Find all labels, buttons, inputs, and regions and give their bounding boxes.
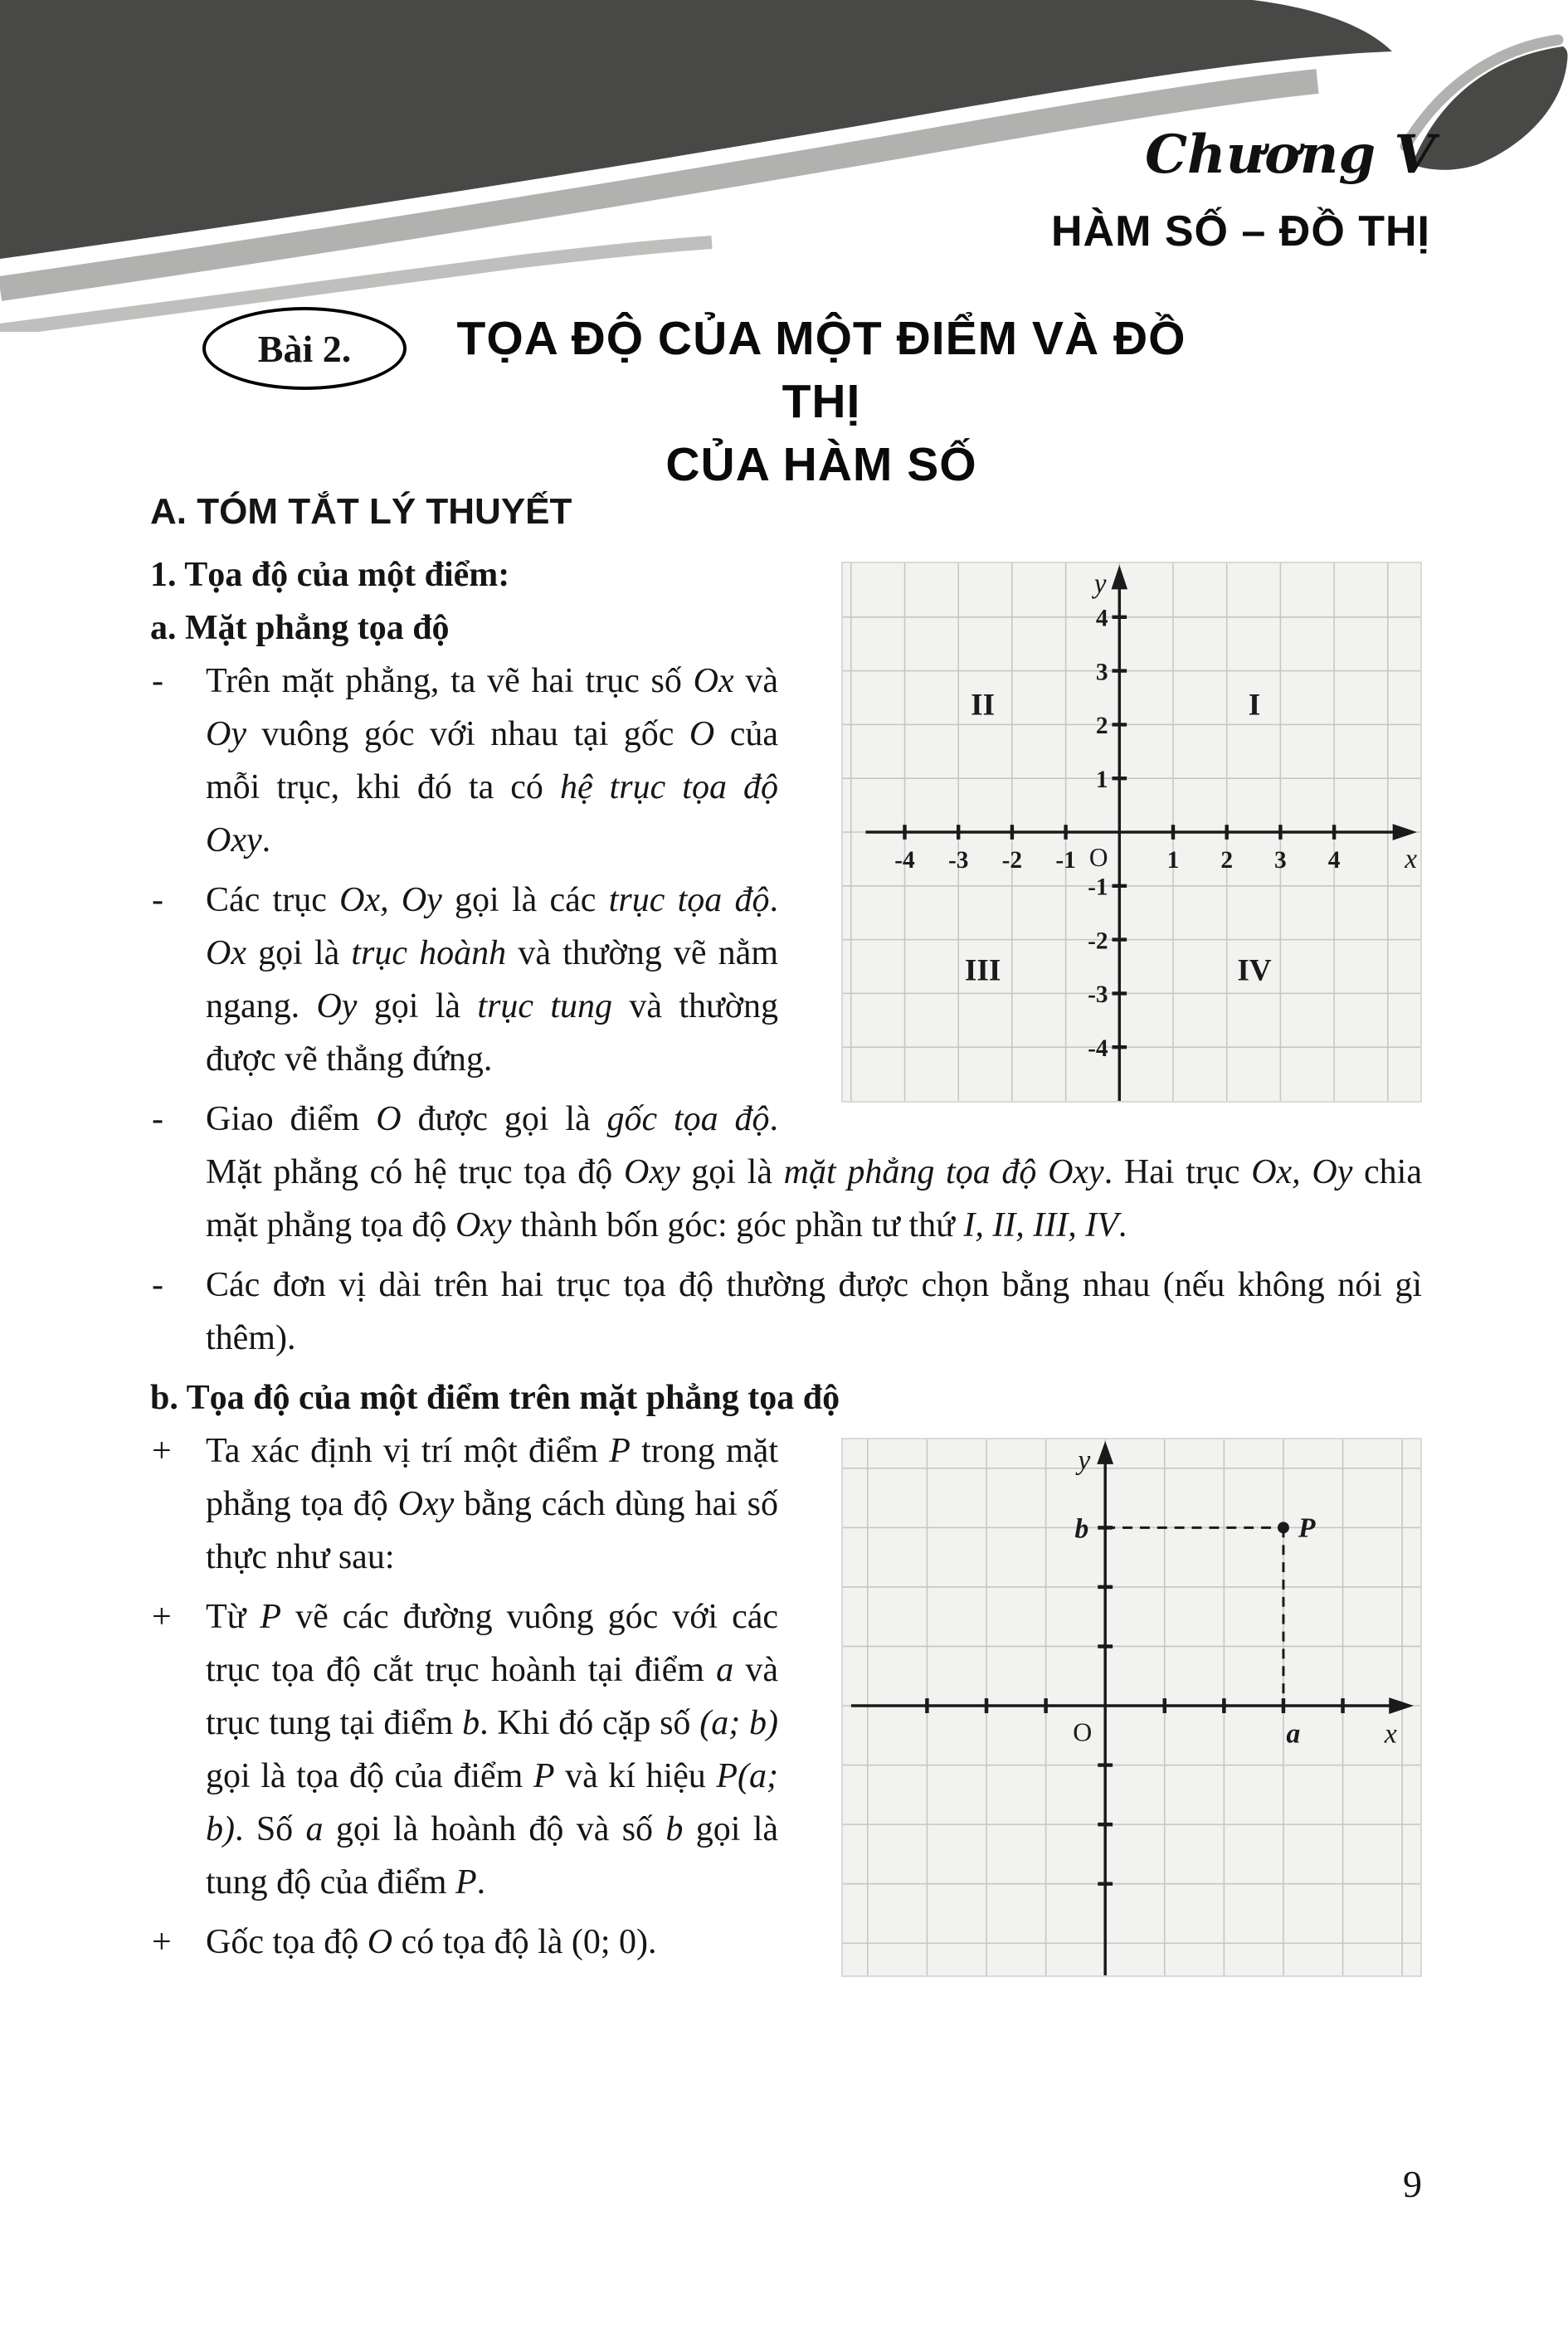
- fig2-point-p-label: P: [1298, 1512, 1316, 1544]
- chapter-title: HÀM SỐ – ĐỒ THỊ: [1050, 207, 1430, 256]
- fig1-xtick-3: 3: [1274, 847, 1287, 874]
- fig2-y-axis-label: y: [1078, 1444, 1091, 1476]
- fig1-ytick--3: -3: [1088, 981, 1108, 1009]
- list-item-marker: +: [152, 1598, 172, 1636]
- chapter-label: Chương V: [1145, 124, 1435, 186]
- fig1-quadrant-IV: IV: [1237, 953, 1272, 988]
- fig1-xtick--1: -1: [1055, 847, 1076, 874]
- lesson-title: [431, 307, 1211, 496]
- fig1-xtick--4: -4: [894, 847, 915, 874]
- subsection-heading-1b: b. Tọa độ của một điểm trên mặt phẳng tọa độ: [150, 1379, 840, 1417]
- fig1-ytick-2: 2: [1095, 713, 1108, 740]
- lesson-badge: Bài 2.: [202, 307, 407, 390]
- section-heading-summary: A. TÓM TẮT LÝ THUYẾT: [150, 491, 572, 532]
- fig1-xtick-4: 4: [1327, 847, 1341, 874]
- subsection-heading-1a: a. Mặt phẳng tọa độ: [150, 609, 450, 647]
- fig1-y-axis-label: y: [1093, 568, 1107, 600]
- list-item-marker: -: [152, 662, 163, 700]
- list-item-text: Ta xác định vị trí một điểm P trong mặt phẳng tọa độ Oxy bằng cách dùng hai số thực như sau:: [206, 1432, 778, 1576]
- list-item-point-3: [150, 1916, 1422, 1969]
- list-item-plane-1: [150, 655, 1422, 867]
- fig1-xtick--2: -2: [1001, 847, 1023, 874]
- body-text-flow: [150, 548, 1422, 2000]
- fig2-abscissa-label: a: [1286, 1718, 1301, 1750]
- lesson-title-line2: CỦA HÀM SỐ: [665, 438, 977, 491]
- list-item-text: Giao điểm O được gọi là gốc tọa độ. Mặt phẳng có hệ trục tọa độ Oxy gọi là mặt phẳng tọa độ Oxy. Hai trục Ox, Oy chia mặt phẳng tọa độ Oxy thành bốn góc: góc phần tư thứ I, II, III, IV.: [206, 1100, 1422, 1244]
- fig1-xtick-2: 2: [1220, 847, 1234, 874]
- list-item-marker: -: [152, 1266, 163, 1304]
- fig2-origin-label: O: [1073, 1717, 1093, 1747]
- subsection-heading-1: 1. Tọa độ của một điểm:: [150, 556, 510, 594]
- list-item-marker: -: [152, 881, 163, 919]
- fig2-ordinate-label: b: [1074, 1513, 1089, 1545]
- fig2-x-axis-label: x: [1384, 1718, 1397, 1750]
- list-item-marker: +: [152, 1432, 172, 1470]
- fig1-x-axis-label: x: [1405, 844, 1418, 875]
- list-item-text: Gốc tọa độ O có tọa độ là (0; 0).: [206, 1923, 657, 1961]
- list-item-text: Từ P vẽ các đường vuông góc với các trục tọa độ cắt trục hoành tại điểm a và trục tung tại điểm b. Khi đó cặp số (a; b) gọi là tọa độ của điểm P và kí hiệu P(a; b). Số a gọi là hoành độ và số b gọi là tung độ của điểm P.: [206, 1598, 779, 1902]
- list-item-marker: -: [152, 1100, 163, 1138]
- fig1-quadrant-I: I: [1248, 688, 1261, 723]
- list-item-text: Các đơn vị dài trên hai trục tọa độ thường được chọn bằng nhau (nếu không nói gì thêm).: [206, 1266, 1422, 1357]
- fig1-ytick-3: 3: [1095, 659, 1108, 686]
- lesson-title-line1: TỌA ĐỘ CỦA MỘT ĐIỂM VÀ ĐỒ THỊ: [456, 312, 1186, 428]
- list-item-text: Các trục Ox, Oy gọi là các trục tọa độ. Ox gọi là trục hoành và thường vẽ nằm ngang. Oy gọi là trục tung và thường được vẽ thẳng đứng.: [206, 881, 779, 1079]
- fig1-ytick-1: 1: [1095, 766, 1108, 794]
- fig1-quadrant-III: III: [964, 953, 1001, 988]
- lesson-header: [0, 304, 1568, 491]
- list-item-text: Trên mặt phẳng, ta vẽ hai trục số Ox và Oy vuông góc với nhau tại gốc O của mỗi trục, khi đó ta có hệ trục tọa độ Oxy.: [206, 662, 778, 859]
- page-content: [150, 485, 1422, 2000]
- list-item-point-2: [150, 1590, 1422, 1909]
- fig1-ytick-4: 4: [1095, 605, 1108, 632]
- list-item-plane-4: [150, 1259, 1422, 1365]
- fig1-ytick--4: -4: [1088, 1035, 1108, 1063]
- fig1-origin-label: O: [1088, 843, 1108, 873]
- list-item-plane-3: [150, 1093, 1422, 1252]
- fig1-xtick-1: 1: [1166, 847, 1180, 874]
- fig1-ytick--2: -2: [1088, 928, 1108, 955]
- fig1-quadrant-II: II: [971, 688, 996, 723]
- list-item-plane-2: [150, 874, 1422, 1086]
- page-number: 9: [1403, 2163, 1422, 2205]
- list-item-marker: +: [152, 1923, 172, 1961]
- fig1-y-arrowhead: [1111, 565, 1127, 589]
- list-item-point-1: [150, 1424, 1422, 1584]
- fig1-ytick--1: -1: [1088, 874, 1108, 901]
- fig1-xtick--3: -3: [947, 847, 969, 874]
